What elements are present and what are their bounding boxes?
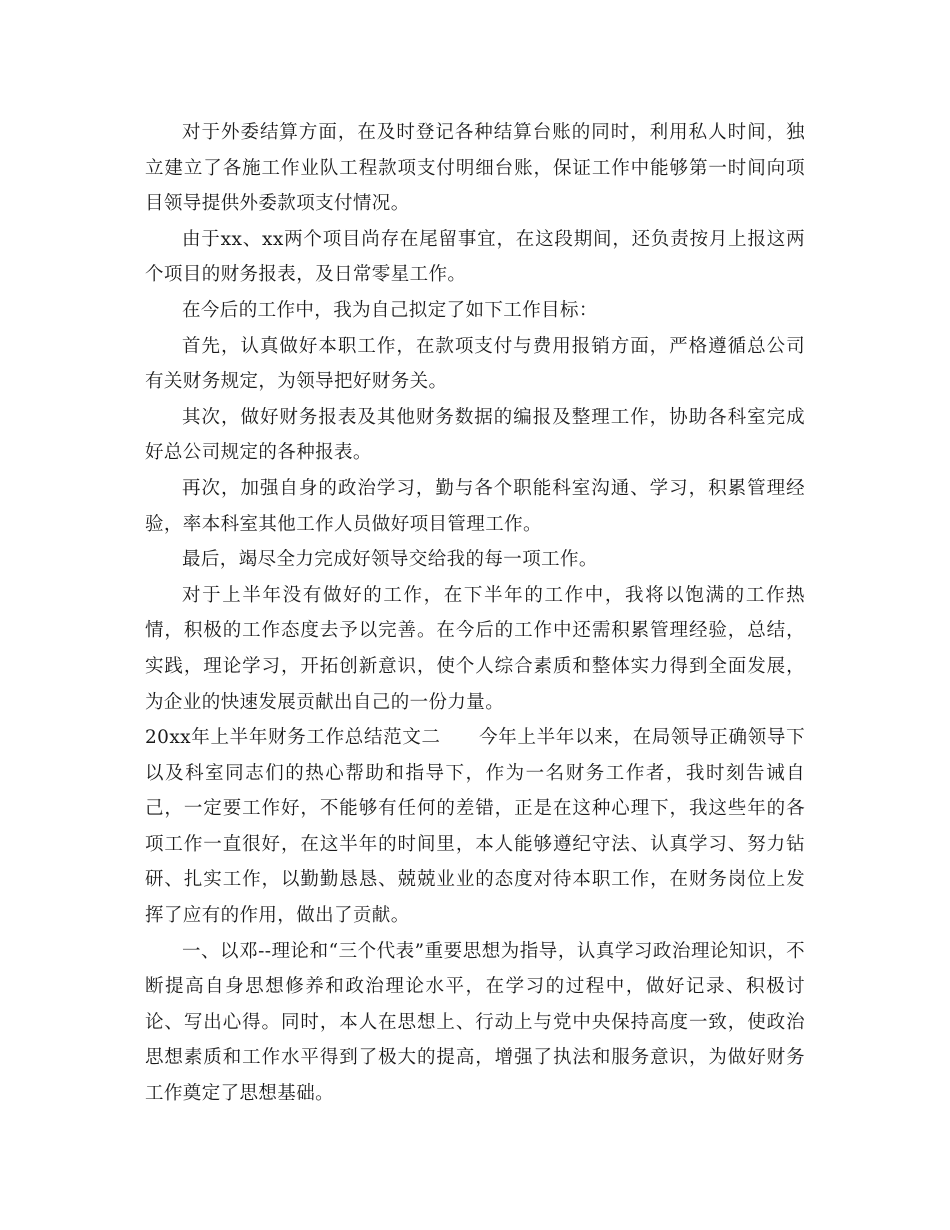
paragraph-goal-third: 再次，加强自身的政治学习，勤与各个职能科室沟通、学习，积累管理经验，率本科室其他工作人员做好项目管理工作。: [145, 477, 805, 535]
paragraph-second-half: 对于上半年没有做好的工作，在下半年的工作中，我将以饱满的工作热情，积极的工作态度去予以完善。在今后的工作中还需积累管理经验，总结，实践，理论学习，开拓创新意识，使个人综合素质和整体实力得到全面发展，为企业的快速发展贡献出自己的一份力量。: [145, 584, 805, 713]
paragraph-remaining-projects: 由于xx、xx两个项目尚存在尾留事宜，在这段期间，还负责按月上报这两个项目的财务报表，及日常零星工作。: [145, 228, 805, 286]
paragraph-section-one: 一、以邓--理论和“三个代表”重要思想为指导，认真学习政治理论知识，不断提高自身思想修养和政治理论水平，在学习的过程中，做好记录、积极讨论、写出心得。同时，本人在思想上、行动上与党中央保持高度一致，使政治思想素质和工作水平得到了极大的提高，增强了执法和服务意识，为做好财务工作奠定了思想基础。: [145, 940, 805, 1105]
paragraph-goal-first: 首先，认真做好本职工作，在款项支付与费用报销方面，严格遵循总公司有关财务规定，为领导把好财务关。: [145, 335, 805, 393]
paragraph-sample-two: 20xx年上半年财务工作总结范文二 今年上半年以来，在局领导正确领导下以及科室同志们的热心帮助和指导下，作为一名财务工作者，我时刻告诫自己，一定要工作好，不能够有任何的差错，正是在这种心理下，我这些年的各项工作一直很好，在这半年的时间里，本人能够遵纪守法、认真学习、努力钻研、扎实工作，以勤勤恳恳、兢兢业业的态度对待本职工作，在财务岗位上发挥了应有的作用，做出了贡献。: [145, 727, 805, 927]
paragraph-goal-last: 最后，竭尽全力完成好领导交给我的每一项工作。: [182, 549, 598, 571]
paragraph-goals-intro: 在今后的工作中，我为自己拟定了如下工作目标：: [182, 299, 598, 321]
paragraph-settlement: 对于外委结算方面，在及时登记各种结算台账的同时，利用私人时间，独立建立了各施工作业队工程款项支付明细台账，保证工作中能够第一时间向项目领导提供外委款项支付情况。: [145, 122, 805, 215]
document-body: [145, 115, 805, 1112]
paragraph-goal-second: 其次，做好财务报表及其他财务数据的编报及整理工作，协助各科室完成好总公司规定的各种报表。: [145, 406, 805, 464]
